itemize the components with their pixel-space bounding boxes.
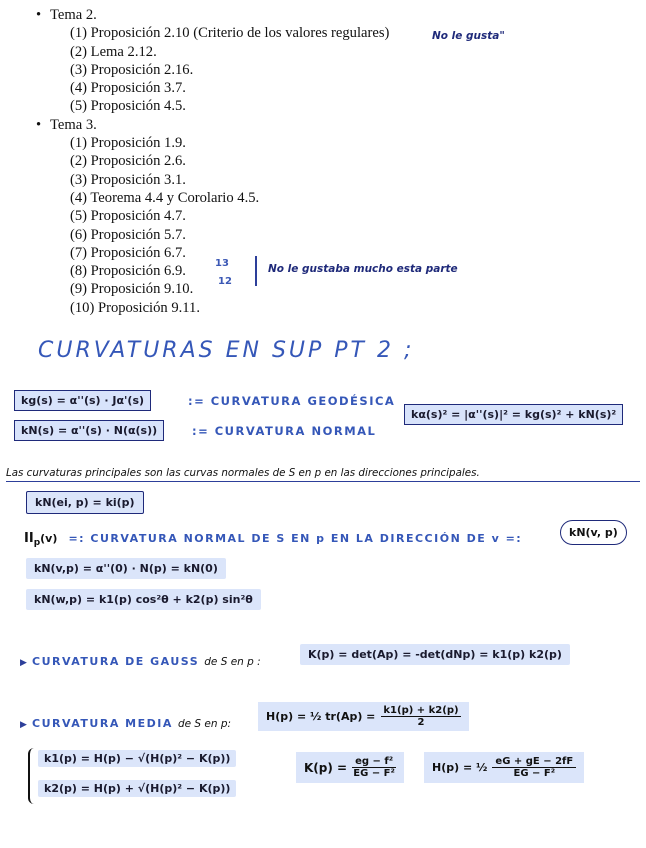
gauss-line xyxy=(20,650,261,669)
pythagoras-formula: kα(s)² = |α''(s)|² = kg(s)² + kN(s)² xyxy=(404,404,623,425)
gauss-mid: de S en p : xyxy=(204,656,261,668)
kn-vp-circled: kN(v, p) xyxy=(560,520,627,545)
list-item: (3) Proposición 3.1. xyxy=(70,171,186,188)
second-form-definition: IIp(v) =: CURVATURA NORMAL DE S EN p EN LA DIRECCIÓN DE v =: xyxy=(24,531,523,548)
gauss-formula: K(p) = det(Ap) = -det(dNp) = k1(p) k2(p) xyxy=(300,644,570,665)
H-fraction: eG + gE − 2fF EG − F² xyxy=(492,756,576,779)
K-fraction: $\frac{\text{eg − f²}}{\text{EG − F²}}$ xyxy=(353,756,395,779)
media-mid: de S en p: xyxy=(177,718,232,730)
list-item: (7) Proposición 6.7. xyxy=(70,244,186,261)
kn-ei-formula: kN(ei, p) = ki(p) xyxy=(26,491,144,514)
k2-formula: k2(p) = H(p) + √(H(p)² − K(p)) xyxy=(38,780,236,797)
annotation-13: 13 xyxy=(215,258,229,269)
kg-formula: kg(s) = α''(s) · Jα'(s) xyxy=(14,390,151,411)
kn-label: := CURVATURA NORMAL xyxy=(192,424,377,438)
list-item: (9) Proposición 9.10. xyxy=(70,281,194,298)
media-formula: H(p) = ½ tr(Ap) = $\frac{k1(p) + k2(p)}{2}$ xyxy=(258,702,469,731)
list-item: (2) Lema 2.12. xyxy=(70,43,157,60)
principal-curvatures-sentence: Las curvaturas principales son las curvas normales de S en p en las direcciones principales. xyxy=(6,467,640,482)
list-item: (6) Proposición 5.7. xyxy=(70,226,186,243)
list-item: (1) Proposición 1.9. xyxy=(70,135,186,152)
kn-formula: kN(s) = α''(s) · N(α(s)) xyxy=(14,420,164,441)
K-eg-formula: K(p) = $\frac{\text{eg − f²}}{\text{EG − F²}}$ xyxy=(296,752,404,783)
triangle-bullet-icon: ▶ xyxy=(20,720,27,730)
H-eg-formula: H(p) = ½ eG + gE − 2fF EG − F² xyxy=(424,752,584,783)
media-line xyxy=(20,712,231,731)
annotation-bracket-line xyxy=(255,256,257,286)
kn-v-formula: kN(v,p) = α''(0) · N(p) = kN(0) xyxy=(26,558,226,579)
list-item: (8) Proposición 6.9. xyxy=(70,263,186,280)
list-item: (5) Proposición 4.7. xyxy=(70,208,186,225)
topic-tema-2: • Tema 2. xyxy=(34,6,634,24)
annotation-12: 12 xyxy=(218,276,232,287)
gauss-label: CURVATURA DE GAUSS xyxy=(32,655,200,668)
media-label: CURVATURA MEDIA xyxy=(32,717,173,730)
euler-formula: kN(w,p) = k1(p) cos²θ + k2(p) sin²θ xyxy=(26,589,261,610)
triangle-bullet-icon: ▶ xyxy=(20,658,27,668)
second-form-symbol: II xyxy=(24,531,34,546)
list-item: (2) Proposición 2.6. xyxy=(70,153,186,170)
list-item-truncated: (10) Proposición 9.11. xyxy=(70,299,200,316)
second-form-text: =: CURVATURA NORMAL DE S EN p EN LA DIRECCIÓN DE v =: xyxy=(68,532,523,545)
topic-tema-3: • Tema 3. xyxy=(34,116,634,134)
list-item: (3) Proposición 2.16. xyxy=(70,61,194,78)
list-item: (5) Proposición 4.5. xyxy=(70,98,186,115)
k1-formula: k1(p) = H(p) − √(H(p)² − K(p)) xyxy=(38,750,236,767)
annotation-no-le-gusta: No le gusta" xyxy=(432,30,505,42)
list-item: (1) Proposición 2.10 (Criterio de los valores regulares) xyxy=(70,25,390,42)
list-item: (4) Proposición 3.7. xyxy=(70,80,186,97)
media-fraction: $\frac{k1(p) + k2(p)}{2}$ xyxy=(383,705,459,728)
kg-label: := CURVATURA GEODÉSICA xyxy=(188,394,396,408)
list-item: (4) Teorema 4.4 y Corolario 4.5. xyxy=(70,189,260,206)
page-title: CURVATURAS EN SUP PT 2 ; xyxy=(38,338,415,363)
annotation-no-le-gustaba: No le gustaba mucho esta parte xyxy=(268,263,458,275)
